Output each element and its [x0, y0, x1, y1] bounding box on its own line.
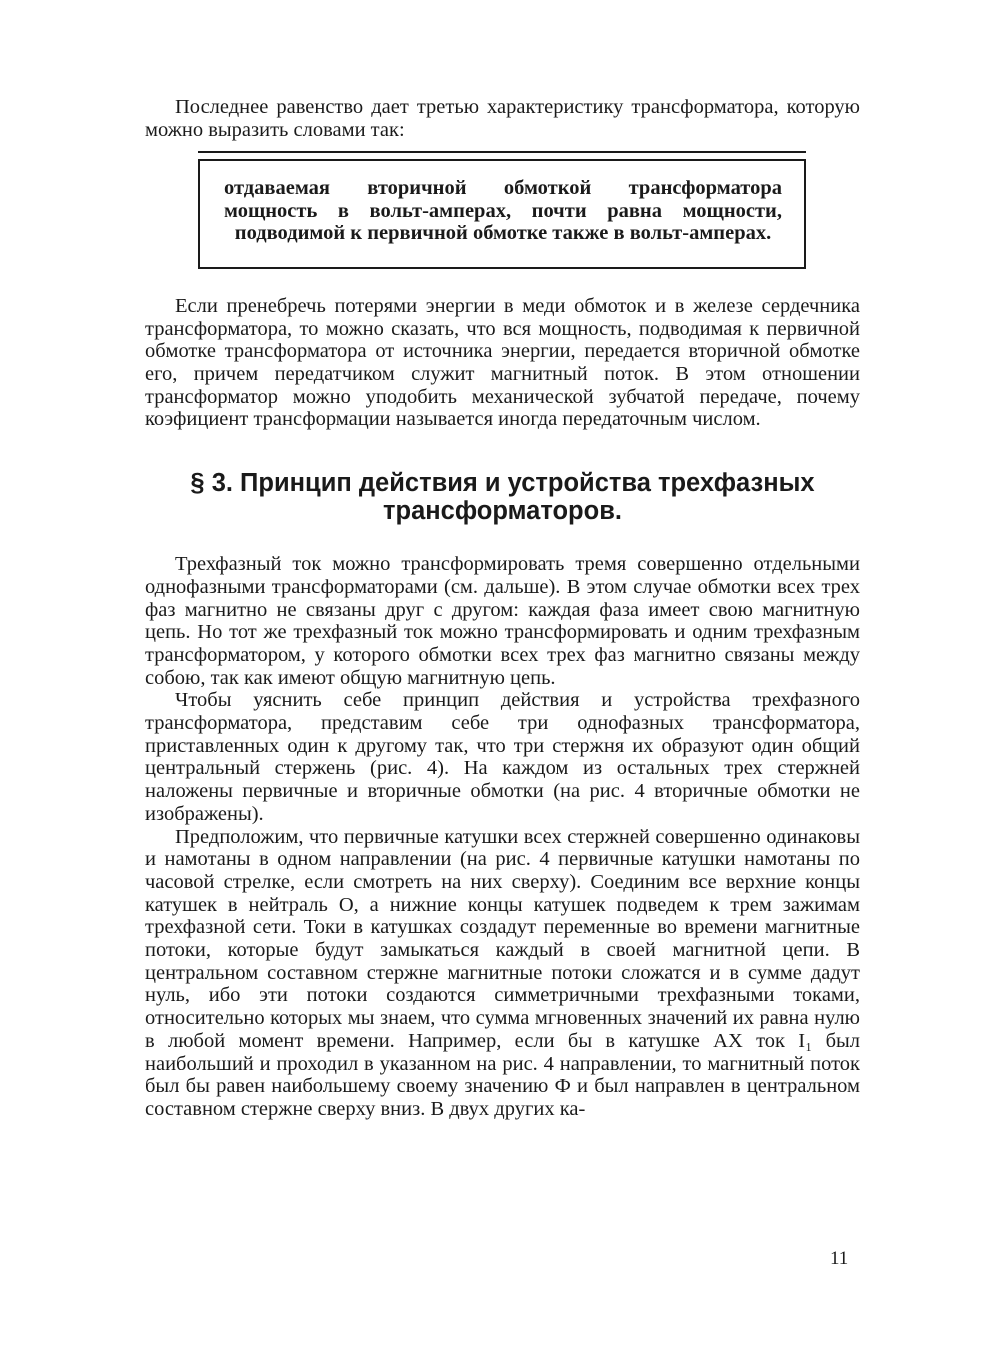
- page-content: [145, 96, 860, 1121]
- page-number: 11: [830, 1248, 849, 1269]
- highlight-box: [198, 151, 806, 269]
- paragraph-power-transfer: Если пренебречь потерями энергии в меди обмоток и в железе сердечника трансформатора, то можно сказать, что вся мощность, подводимая к первичной обмотке трансформатора от источника энергии, передается вторичной обмотке его, причем передатчиком служит магнитный поток. В этом отношении трансформатор можно уподобить механической зубчатой передаче, почему коэфициент трансформации называется иногда передаточным числом.: [145, 294, 860, 431]
- section-heading: [145, 469, 860, 525]
- paragraph-three-phase-intro: Трехфазный ток можно трансформировать тремя совершенно отдельными однофазными трансформаторами (см. дальше). В этом случае обмотки всех трех фаз магнитно не связаны друг с другом: каждая фаза имеет свою магнитную цепь. Но тот же трехфазный ток можно трансформировать и одним трехфазным трансформатором, у которого обмотки всех трех фаз магнитно связаны между собою, так как имеют общую магнитную цепь.: [145, 553, 860, 689]
- highlight-box-frame: [198, 159, 806, 269]
- intro-paragraph: Последнее равенство дает третью характеристику трансформатора, которую можно выразить словами так:: [145, 96, 860, 141]
- paragraph-assumption: Предположим, что первичные катушки всех стержней совершенно одинаковы и намотаны в одном направлении (на рис. 4 первичные катушки намотаны по часовой стрелке, если смотреть на них сверху). Соединим все верхние концы катушек в нейтраль O, а нижние концы катушек подведем к трем зажимам трехфазной сети. Токи в катушках создадут переменные во времени магнитные потоки, которые будут замыкаться каждый в своей магнитной цепи. В центральном составном стержне магнитные потоки сложатся и в сумме дадут нуль, ибо эти потоки создаются симметричными трехфазными токами, относительно которых мы знаем, что сумма мгновенных значений их равна нулю в любой момент времени. Например, если бы в катушке AX ток I₁ был наибольший и проходил в указанном на рис. 4 направлении, то магнитный поток был бы равен наибольшему своему значению Ф и был направлен в центральном составном стержне сверху вниз. В двух других ка-: [145, 825, 860, 1120]
- paragraph-principle: Чтобы уяснить себе принцип действия и устройства трехфазного трансформатора, представим себе три однофазных трансформатора, приставленных один к другому так, что три стержня их образуют один общий центральный стержень (рис. 4). На каждом из остальных трех стержней наложены первичные и вторичные обмотки (на рис. 4 вторичные обмотки не изображены).: [145, 689, 860, 825]
- section-heading-line-2: трансформаторов.: [383, 497, 622, 526]
- highlight-box-text: отдаваемая вторичной обмоткой трансформатора мощность в вольт-амперах, почти равна мощности, подводимой к первичной обмотке также в вольт-амперах.: [224, 177, 782, 245]
- section-heading-line-1: § 3. Принцип действия и устройства трехфазных: [190, 469, 815, 498]
- box-top-rule: [198, 151, 806, 153]
